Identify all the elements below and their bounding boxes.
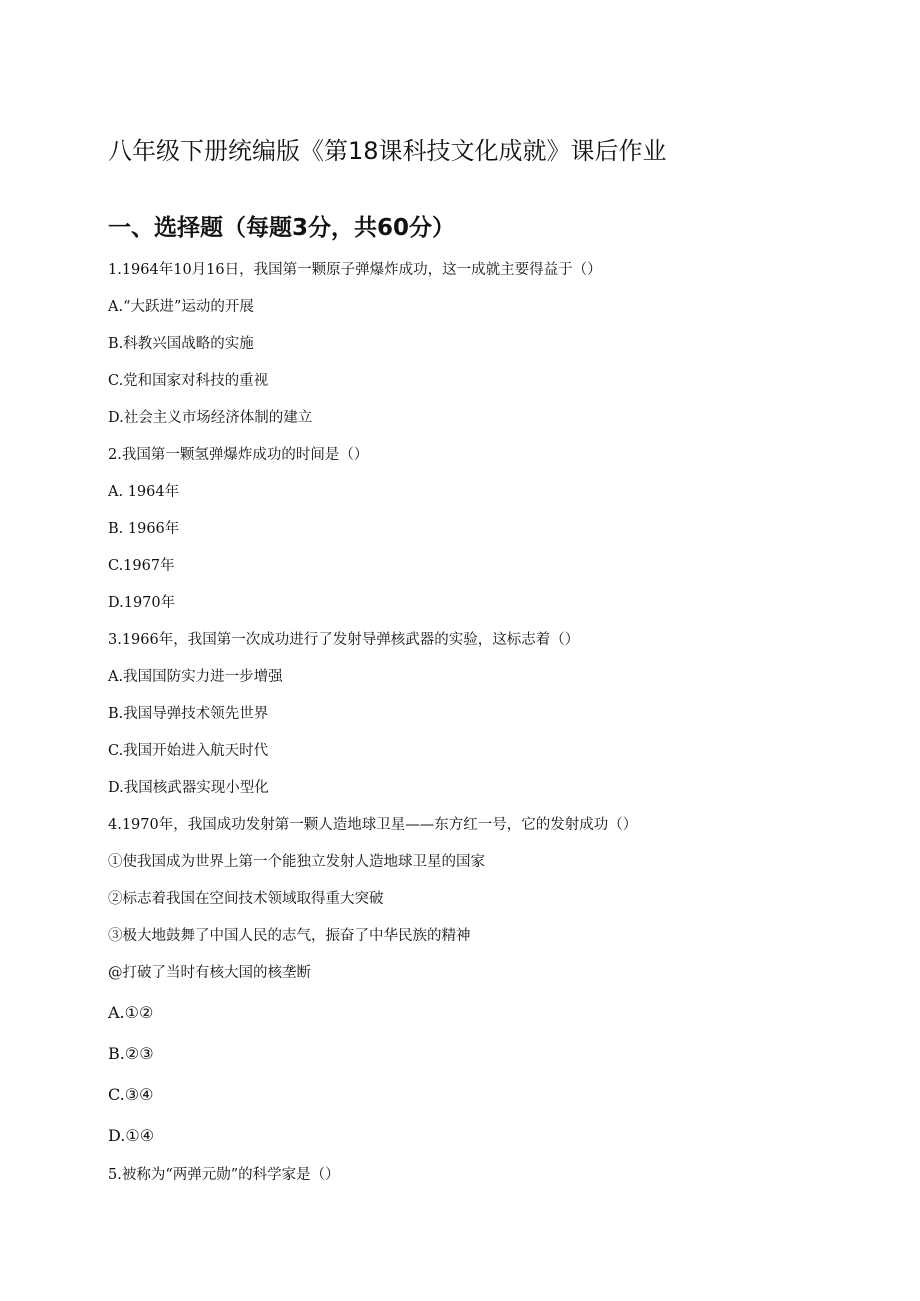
question-4-text: 4.1970年，我国成功发射第一颗人造地球卫星——东方红一号，它的发射成功（） (108, 817, 638, 833)
question-2-option-a: A. 1964年 (108, 484, 180, 500)
section-heading: 一、选择题（每题3分，共60分） (108, 215, 456, 241)
question-4-option-a: A.①② (108, 1003, 154, 1022)
question-1-option-d: D.社会主义市场经济体制的建立 (108, 410, 313, 426)
question-5-text: 5.被称为“两弹元勋”的科学家是（） (108, 1167, 340, 1183)
question-3-option-a: A.我国国防实力进一步增强 (108, 669, 283, 685)
question-3-option-c: C.我国开始进入航天时代 (108, 743, 269, 759)
question-4-statement-3: ③极大地鼓舞了中国人民的志气，振奋了中华民族的精神 (108, 928, 471, 944)
question-3-text: 3.1966年，我国第一次成功进行了发射导弹核武器的实验，这标志着（） (108, 632, 580, 648)
question-4-option-d: D.①④ (108, 1126, 155, 1145)
question-4-statement-1: ①使我国成为世界上第一个能独立发射人造地球卫星的国家 (108, 854, 485, 870)
question-4-option-c: C.③④ (108, 1085, 154, 1104)
question-4-statement-2: ②标志着我国在空间技术领域取得重大突破 (108, 891, 384, 907)
document-title: 八年级下册统编版《第18课科技文化成就》课后作业 (108, 137, 667, 165)
question-1-option-a: A.“大跃进”运动的开展 (108, 299, 254, 315)
question-4-option-b: B.②③ (108, 1044, 154, 1063)
question-3-option-d: D.我国核武器实现小型化 (108, 780, 269, 796)
question-2-option-c: C.1967年 (108, 558, 175, 574)
question-2-option-b: B. 1966年 (108, 521, 180, 537)
question-1-text: 1.1964年10月16日，我国第一颗原子弹爆炸成功，这一成就主要得益于（） (108, 262, 602, 278)
question-4-statement-4: @打破了当时有核大国的核垄断 (108, 965, 311, 981)
question-1-option-c: C.党和国家对科技的重视 (108, 373, 269, 389)
question-2-option-d: D.1970年 (108, 595, 176, 611)
question-2-text: 2.我国第一颗氢弹爆炸成功的时间是（） (108, 447, 369, 463)
question-1-option-b: B.科教兴国战略的实施 (108, 336, 254, 352)
question-3-option-b: B.我国导弹技术领先世界 (108, 706, 269, 722)
